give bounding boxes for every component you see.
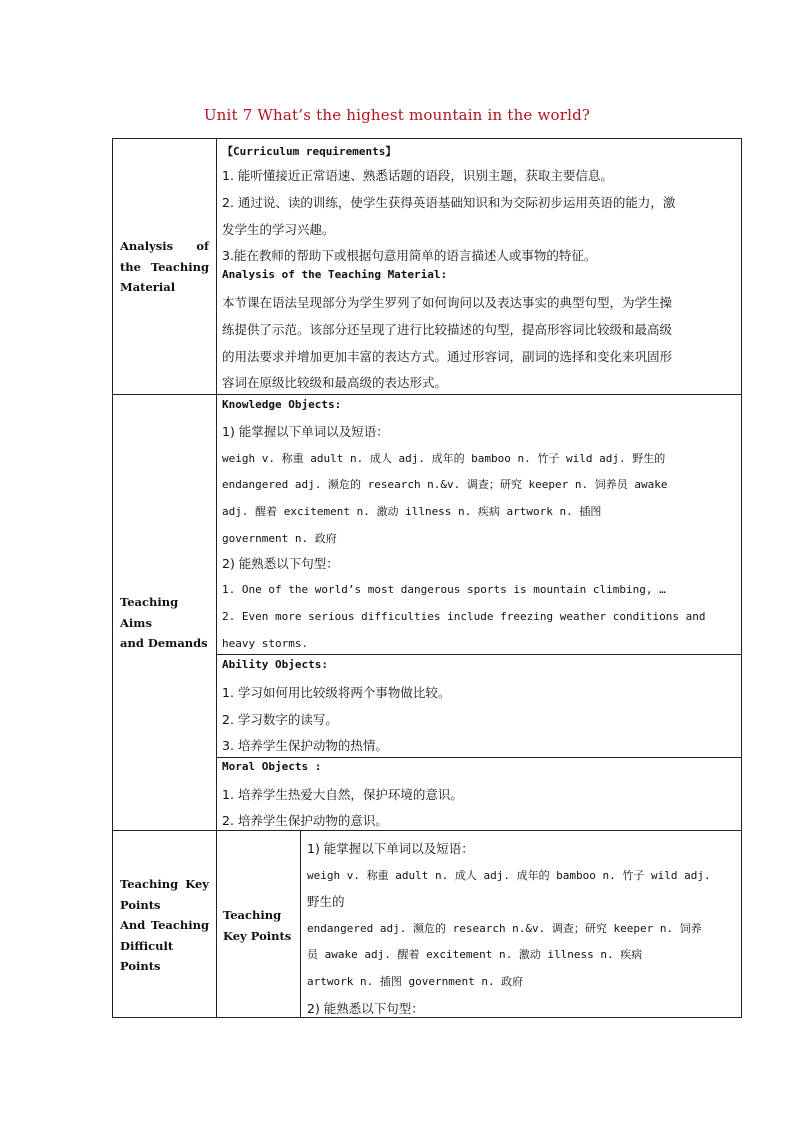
sub-label-key-points [223, 905, 297, 946]
row-divider [216, 757, 742, 758]
knowledge-item: 1) 能掌握以下单词以及短语： [222, 424, 389, 439]
label-line: Points [120, 897, 161, 912]
label-line: Points [120, 959, 161, 973]
requirement-item: 2. 通过说、读的训练，使学生获得英语基础知识和为交际初步运用英语的能力，激 [222, 195, 676, 210]
material-text: 练提供了示范。该部分还呈现了进行比较描述的句型，提高形容词比较级和最高级 [222, 322, 673, 337]
label-line: Key Points [223, 928, 292, 943]
column-divider [216, 138, 217, 1018]
knowledge-item: 2) 能熟悉以下句型： [222, 556, 339, 571]
ability-item: 2. 学习数字的读写。 [222, 712, 338, 727]
moral-item: 2. 培养学生保护动物的意识。 [222, 813, 388, 828]
label-line: Analysis of [120, 239, 209, 253]
table-border-left [112, 138, 113, 1018]
ability-heading: Ability Objects: [222, 658, 328, 671]
table-border-bottom [112, 1017, 742, 1018]
vocab-line: endangered adj. 濒危的 research n.&v. 调查；研究 keeper n. 饲养 [307, 922, 702, 935]
key-point-item: 1) 能掌握以下单词以及短语： [307, 841, 474, 856]
vocab-line: weigh v. 称重 adult n. 成人 adj. 成年的 bamboo n. 竹子 wild adj. [307, 869, 711, 882]
page-title: Unit 7 What’s the highest mountain in the world? [203, 106, 591, 124]
curriculum-heading: 【Curriculum requirements】 [222, 145, 397, 158]
label-line: and Demands [120, 636, 208, 650]
sentence-pattern: 1. One of the world’s most dangerous sports is mountain climbing, … [222, 583, 666, 596]
vocab-line: 员 awake adj. 醒着 excitement n. 激动 illness n. 疾病 [307, 948, 643, 961]
material-heading: Analysis of the Teaching Material: [222, 268, 448, 281]
row-divider [216, 654, 742, 655]
vocab-line: adj. 醒着 excitement n. 激动 illness n. 疾病 artwork n. 插图 [222, 505, 602, 518]
moral-heading: Moral Objects : [222, 760, 322, 773]
vocab-line: 野生的 [307, 894, 345, 909]
row-divider [112, 394, 742, 395]
label-line: And Teaching [120, 918, 209, 932]
requirement-item: 发学生的学习兴趣。 [222, 222, 335, 237]
ability-item: 3. 培养学生保护动物的热情。 [222, 738, 388, 753]
knowledge-heading: Knowledge Objects: [222, 398, 342, 411]
vocab-line: weigh v. 称重 adult n. 成人 adj. 成年的 bamboo n. 竹子 wild adj. 野生的 [222, 452, 666, 465]
vocab-line: artwork n. 插图 government n. 政府 [307, 975, 524, 988]
table-border-top [112, 138, 742, 139]
label-line: Material [120, 280, 176, 294]
row-label-analysis [120, 236, 209, 298]
material-text: 本节课在语法呈现部分为学生罗列了如何询问以及表达事实的典型句型，为学生操 [222, 295, 673, 310]
sentence-pattern: 2. Even more serious difficulties include freezing weather conditions and [222, 610, 706, 623]
label-line: Teaching Aims [120, 595, 179, 630]
table-border-right [741, 138, 742, 1018]
column-divider [300, 830, 301, 1018]
vocab-line: government n. 政府 [222, 532, 337, 545]
vocab-line: endangered adj. 濒危的 research n.&v. 调查；研究 keeper n. 饲养员 awake [222, 478, 668, 491]
row-label-aims [120, 592, 212, 654]
label-line: Teaching [223, 908, 282, 922]
key-point-item: 2) 能熟悉以下句型： [307, 1001, 424, 1016]
label-line: Teaching Key [120, 877, 209, 891]
material-text: 的用法要求并增加更加丰富的表达方式。通过形容词，副词的选择和变化来巩固形 [222, 349, 673, 364]
label-line: the Teaching [120, 259, 209, 274]
requirement-item: 3.能在教师的帮助下或根据句意用简单的语言描述人或事物的特征。 [222, 248, 597, 263]
row-divider [112, 830, 742, 831]
label-line: Difficult [120, 938, 174, 953]
sentence-pattern: heavy storms. [222, 637, 309, 650]
row-label-key-points [120, 874, 209, 977]
requirement-item: 1. 能听懂接近正常语速、熟悉话题的语段，识别主题，获取主要信息。 [222, 168, 613, 183]
moral-item: 1. 培养学生热爱大自然，保护环境的意识。 [222, 787, 463, 802]
material-text: 容词在原级比较级和最高级的表达形式。 [222, 375, 448, 390]
ability-item: 1. 学习如何用比较级将两个事物做比较。 [222, 685, 451, 700]
